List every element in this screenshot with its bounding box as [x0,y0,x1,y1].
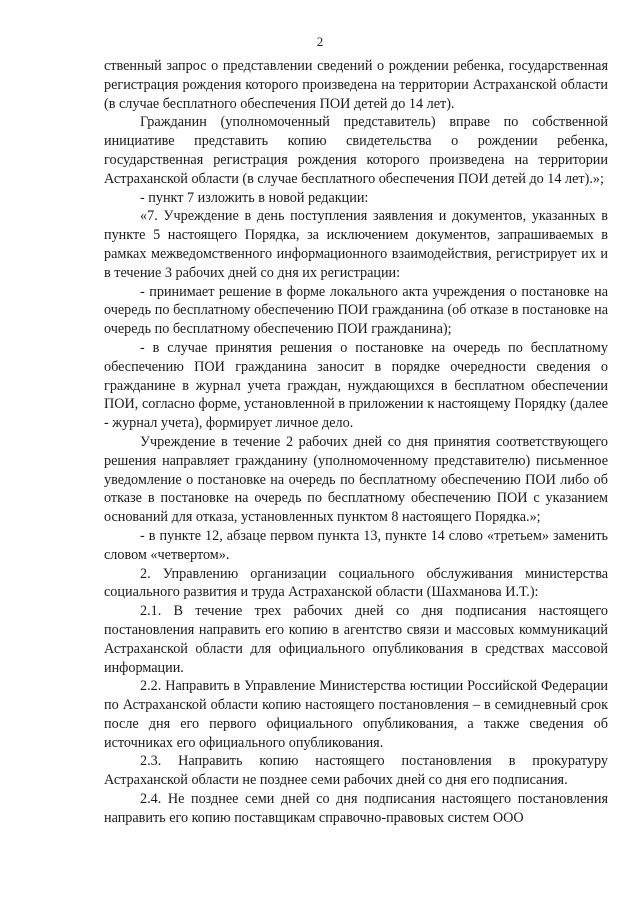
paragraph: 2.3. Направить копию настоящего постановления в прокуратуру Астраханской области не позднее семи рабочих дней со дня его подписания. [104,753,608,789]
paragraph: Гражданин (уполномоченный представитель) вправе по собственной инициативе представить копию свидетельства о рождении ребенка, государственная регистрация рождения которого произведена на территории Астраханской области (в случае бесплатного обеспечения ПОИ детей до 14 лет).»; [104,114,608,187]
paragraph: «7. Учреждение в день поступления заявления и документов, указанных в пункте 5 настоящего Порядка, за исключением документов, запрашиваемых в рамках межведомственного информационного взаимодействия, регистрирует их и в течение 3 рабочих дней со дня их регистрации: [104,208,608,281]
paragraph: - в пункте 12, абзаце первом пункта 13, пункте 14 слово «третьем» заменить словом «четвертом». [104,527,608,563]
paragraph: 2.1. В течение трех рабочих дней со дня подписания настоящего постановления направить его копию в агентство связи и массовых коммуникаций Астраханской области для официального опубликования в средствах массовой информации. [104,603,608,676]
paragraph: - в случае принятия решения о постановке на очередь по бесплатному обеспечению ПОИ гражданина заносит в порядке очередности сведения о гражданине в журнал учета граждан, нуждающихся в бесплатном обеспечении ПОИ, согласно форме, установленной в приложении к настоящему Порядку (далее - журнал учета), формирует личное дело. [104,339,608,432]
paragraph: Учреждение в течение 2 рабочих дней со дня принятия соответствующего решения направляет гражданину (уполномоченному представителю) письменное уведомление о постановке на очередь по бесплатному обеспечению ПОИ либо об отказе в постановке на очередь по бесплатному обеспечению ПОИ с указанием оснований для отказа, установленных пунктом 8 настоящего Порядка.»; [104,433,608,526]
paragraph: - принимает решение в форме локального акта учреждения о постановке на очередь по бесплатному обеспечению ПОИ гражданина (об отказе в постановке на очередь по бесплатному обеспечению ПОИ гражданина); [104,283,608,338]
paragraph-continuation: ственный запрос о представлении сведений о рождении ребенка, государственная регистрация рождения которого произведена на территории Астраханской области (в случае бесплатного обеспечения ПОИ детей до 14 лет). [104,58,608,112]
paragraph: 2.2. Направить в Управление Министерства юстиции Российской Федерации по Астраханской области копию настоящего постановления – в семидневный срок после дня его первого официального опубликования, а также сведения об источниках его официального опубликования. [104,678,608,751]
page-number: 2 [316,34,324,49]
paragraph: - пункт 7 изложить в новой редакции: [140,189,369,206]
paragraph: 2.4. Не позднее семи дней со дня подписания настоящего постановления направить его копию поставщикам справочно-правовых систем ООО [104,791,608,826]
paragraph: 2. Управлению организации социального обслуживания министерства социального развития и труда Астраханской области (Шахманова И.Т.): [104,565,608,601]
document-body [104,57,608,828]
